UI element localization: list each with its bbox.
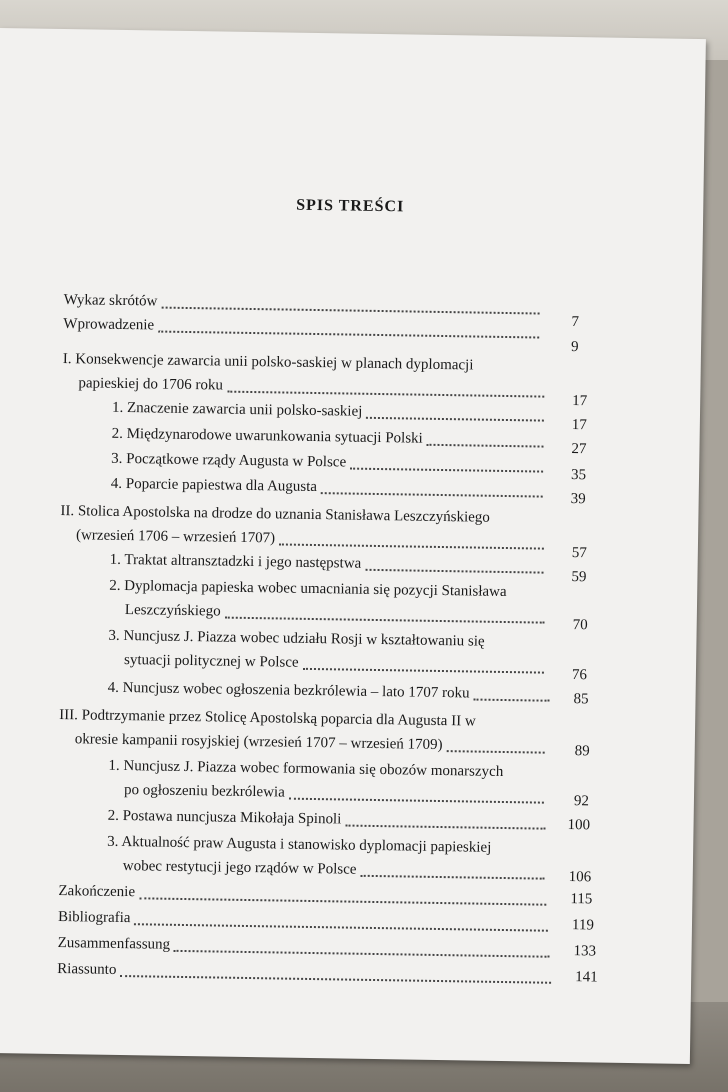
toc-entry-label: Bibliografia <box>57 909 131 927</box>
toc-entry-label: 4. Poparcie papiestwa dla Augusta <box>110 475 318 496</box>
leader-dots <box>279 542 544 549</box>
leader-dots <box>161 306 539 315</box>
table-of-contents <box>0 256 702 986</box>
toc-entry-riassunto <box>57 957 555 989</box>
leader-dots <box>134 922 548 931</box>
toc-page-number: 119 <box>571 917 595 934</box>
leader-dots <box>139 896 546 905</box>
toc-page-number: 85 <box>573 691 589 708</box>
leader-dots <box>365 568 543 574</box>
toc-page-number: 7 <box>571 314 580 331</box>
toc-chapter-heading: III. Podtrzymanie przez Stolicę Apostolską poparcia dla Augusta II w <box>59 707 476 730</box>
leader-dots <box>427 443 544 448</box>
toc-entry-section <box>107 676 553 707</box>
toc-page-number: 100 <box>567 817 591 834</box>
toc-page-number: 89 <box>574 743 590 760</box>
leader-dots <box>350 467 543 473</box>
toc-entry-label: okresie kampanii rosyjskiej (wrzesień 1707 – wrzesień 1709) <box>74 731 443 754</box>
toc-page-number: 35 <box>570 467 587 484</box>
leader-dots <box>447 749 545 754</box>
leader-dots <box>120 974 551 984</box>
toc-section-heading: 3. Nuncjusz J. Piazza wobec udziału Rosji w kształtowaniu się <box>108 627 485 650</box>
toc-entry-label: Wprowadzenie <box>63 316 155 334</box>
page-title: SPIS TREŚCI <box>296 196 405 216</box>
toc-section-heading: 1. Nuncjusz J. Piazza wobec formowania się obozów monarszych <box>108 757 504 780</box>
toc-page-number: 133 <box>573 943 597 960</box>
toc-chapter-heading: I. Konsekwencje zawarcia unii polsko-saskiej w planach dyplomacji <box>62 351 474 374</box>
toc-page-number: 92 <box>573 793 590 810</box>
toc-page-number: 106 <box>568 869 592 886</box>
leader-dots <box>345 824 545 830</box>
toc-entry-label: Riassunto <box>57 961 117 978</box>
toc-page-number: 70 <box>572 617 588 634</box>
leader-dots <box>225 616 545 624</box>
toc-entry-label: Wykaz skrótów <box>63 292 158 310</box>
toc-entry-label: (wrzesień 1706 – wrzesień 1707) <box>75 527 276 547</box>
leader-dots <box>227 390 544 398</box>
toc-section-heading: 3. Aktualność praw Augusta i stanowisko dyplomacji papieskiej <box>107 833 492 856</box>
toc-page-number: 76 <box>571 667 588 684</box>
toc-entry-label: papieskiej do 1706 roku <box>78 375 224 394</box>
toc-entry-label: 2. Postawa nuncjusza Mikołaja Spinoli <box>107 807 342 828</box>
leader-dots <box>321 491 543 497</box>
toc-entry-label: 1. Znaczenie zawarcia unii polsko-saskiej <box>111 399 363 420</box>
leader-dots <box>366 416 544 422</box>
toc-page-number: 27 <box>571 441 587 458</box>
leader-dots <box>473 698 549 702</box>
toc-entry-label: wobec restytucji jego rządów w Polsce <box>122 858 357 878</box>
toc-section-heading: 2. Dyplomacja papieska wobec umacniania się pozycji Stanisława <box>109 577 507 601</box>
toc-entry-label: sytuacji politycznej w Polsce <box>123 652 299 671</box>
toc-entry-label: po ogłoszeniu bezkrólewia <box>123 782 285 801</box>
toc-entry-label: 3. Początkowe rządy Augusta w Polsce <box>111 450 347 471</box>
toc-entry-label: Zusammenfassung <box>57 935 171 953</box>
toc-page-number: 17 <box>572 393 588 410</box>
toc-page-number: 57 <box>571 545 587 562</box>
leader-dots <box>289 797 544 804</box>
leader-dots <box>158 330 539 339</box>
toc-entry-section <box>124 648 548 679</box>
toc-page-number: 115 <box>570 891 593 908</box>
toc-page-number: 9 <box>570 339 579 356</box>
toc-page-number: 39 <box>570 491 586 508</box>
book-page <box>0 28 706 1064</box>
leader-dots <box>360 874 544 880</box>
toc-entry-label: 2. Międzynarodowe uwarunkowania sytuacji Polski <box>111 425 423 447</box>
toc-page-number: 141 <box>575 969 598 986</box>
toc-chapter-heading: II. Stolica Apostolska na drodze do uznania Stanisława Leszczyńskiego <box>60 503 490 526</box>
toc-entry-label: 1. Traktat altransztadzki i jego następstwa <box>109 551 362 572</box>
leader-dots <box>303 667 544 674</box>
toc-page-number: 17 <box>571 417 587 434</box>
toc-entry-label: Leszczyńskiego <box>124 602 221 620</box>
toc-entry-label: 4. Nuncjusz wobec ogłoszenia bezkrólewia – lato 1707 roku <box>107 679 470 702</box>
toc-entry-label: Zakończenie <box>58 883 136 901</box>
leader-dots <box>174 949 550 958</box>
toc-page-number: 59 <box>571 569 587 586</box>
